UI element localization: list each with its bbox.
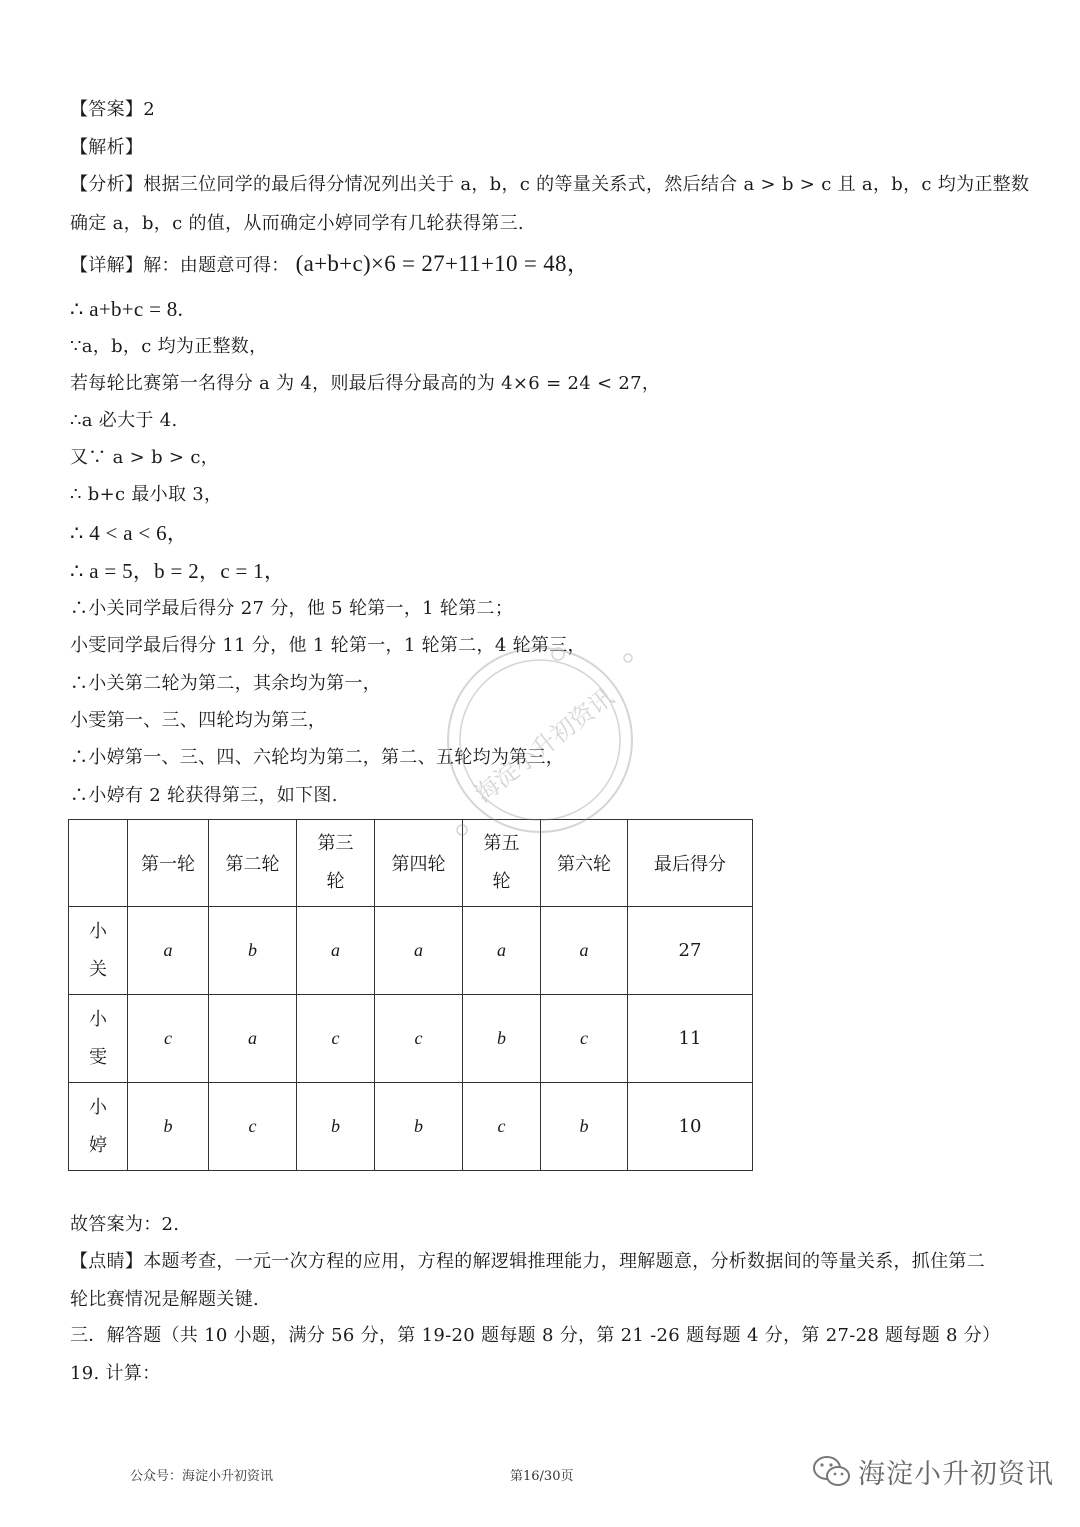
- table-cell: b: [375, 1083, 463, 1171]
- watermark-stamp: [440, 640, 640, 840]
- header-cell-round-3: [297, 820, 375, 907]
- table-row: [69, 1083, 753, 1171]
- fenxi-line-1: 【分析】根据三位同学的最后得分情况列出关于 a，b，c 的等量关系式，然后结合 a > b > c 且 a，b，c 均为正整数: [70, 174, 1030, 195]
- table-cell: a: [297, 907, 375, 995]
- table-cell: b: [541, 1083, 628, 1171]
- table-cell: b: [128, 1083, 209, 1171]
- step-line-11: ∴小关第二轮为第二，其余均为第一，: [70, 673, 382, 694]
- table-cell: a: [463, 907, 541, 995]
- section-heading: 三．解答题（共 10 小题，满分 56 分，第 19-20 题每题 8 分，第 21 -26 题每题 4 分，第 27-28 题每题 8 分）: [70, 1325, 1001, 1346]
- table-cell: c: [541, 995, 628, 1083]
- footer-brand: 海淀小升初资讯: [858, 1459, 1054, 1490]
- table-cell: c: [463, 1083, 541, 1171]
- row-name-cell: [69, 907, 128, 995]
- step-line-8: ∴ a = 5，b = 2，c = 1，: [70, 559, 286, 583]
- header-cell-final-score: 最后得分: [628, 820, 753, 907]
- footer-account: 公众号：海淀小升初资讯: [130, 1469, 274, 1484]
- header-cell-round-1: 第一轮: [128, 820, 209, 907]
- table-cell: a: [209, 995, 297, 1083]
- header-cell-round-5: [463, 820, 541, 907]
- header-cell-round-5-text: 第五轮: [483, 833, 520, 892]
- table-row: [69, 995, 753, 1083]
- step-line-13: ∴小婷第一、三、四、六轮均为第二，第二、五轮均为第三，: [70, 747, 565, 768]
- header-cell-empty: [69, 820, 128, 907]
- step-line-6: ∴ b+c 最小取 3，: [70, 484, 223, 505]
- table-cell: c: [297, 995, 375, 1083]
- header-cell-round-6: 第六轮: [541, 820, 628, 907]
- score-table: [68, 819, 753, 1171]
- step-line-12: 小雯第一、三、四轮均为第三，: [70, 710, 327, 731]
- dianjing-line-1: 【点睛】本题考查，一元一次方程的应用，方程的解逻辑推理能力，理解题意，分析数据间的等量关系，抓住第二: [70, 1251, 985, 1272]
- header-cell-round-3-text: 第三轮: [317, 833, 354, 892]
- table-header-row: [69, 820, 753, 907]
- score-cell: 27: [628, 907, 753, 995]
- step-line-1: ∴ a+b+c = 8.: [70, 297, 184, 321]
- score-cell: 10: [628, 1083, 753, 1171]
- watermark-text: 海淀小升初资讯: [469, 682, 620, 809]
- table-cell: c: [209, 1083, 297, 1171]
- table-cell: b: [463, 995, 541, 1083]
- step-line-9: ∴小关同学最后得分 27 分，他 5 轮第一，1 轮第二；: [70, 598, 514, 619]
- step-line-10: 小雯同学最后得分 11 分，他 1 轮第一，1 轮第二，4 轮第三，: [70, 635, 586, 656]
- question-19: 19. 计算：: [70, 1363, 161, 1384]
- row-name: 小婷: [89, 1096, 107, 1156]
- xiangjie-label: 【详解】解：由题意可得：: [70, 255, 290, 276]
- xiangjie-equation: (a+b+c)×6 = 27+11+10 = 48，: [295, 251, 591, 276]
- header-cell-round-4: 第四轮: [375, 820, 463, 907]
- analysis-heading: 【解析】: [70, 137, 144, 158]
- step-line-3: 若每轮比赛第一名得分 a 为 4，则最后得分最高的为 4×6 = 24 < 27，: [70, 373, 661, 394]
- table-cell: c: [128, 995, 209, 1083]
- fenxi-line-2: 确定 a，b，c 的值，从而确定小婷同学有几轮获得第三.: [70, 213, 524, 234]
- table-cell: a: [375, 907, 463, 995]
- row-name-cell: [69, 995, 128, 1083]
- table-row: [69, 907, 753, 995]
- table-cell: b: [209, 907, 297, 995]
- step-line-5: 又∵ a > b > c，: [70, 447, 220, 468]
- row-name-cell: [69, 1083, 128, 1171]
- table-cell: b: [297, 1083, 375, 1171]
- dianjing-line-2: 轮比赛情况是解题关键.: [70, 1289, 260, 1310]
- table-cell: c: [375, 995, 463, 1083]
- step-line-2: ∵a，b，c 均为正整数，: [70, 336, 268, 357]
- header-cell-round-2: 第二轮: [209, 820, 297, 907]
- row-name: 小关: [89, 920, 107, 980]
- step-line-14: ∴小婷有 2 轮获得第三，如下图.: [70, 785, 338, 806]
- conclusion-line: 故答案为：2.: [70, 1214, 180, 1235]
- footer-page-number: 第16/30页: [510, 1469, 574, 1484]
- table-cell: a: [541, 907, 628, 995]
- step-line-4: ∴a 必大于 4.: [70, 410, 178, 431]
- step-line-7: ∴ 4 < a < 6，: [70, 521, 189, 545]
- wechat-icon: [812, 1455, 852, 1489]
- answer-line: 【答案】2: [70, 99, 155, 120]
- xiangjie-line: [70, 251, 590, 279]
- score-cell: 11: [628, 995, 753, 1083]
- row-name: 小雯: [89, 1008, 107, 1068]
- table-cell: a: [128, 907, 209, 995]
